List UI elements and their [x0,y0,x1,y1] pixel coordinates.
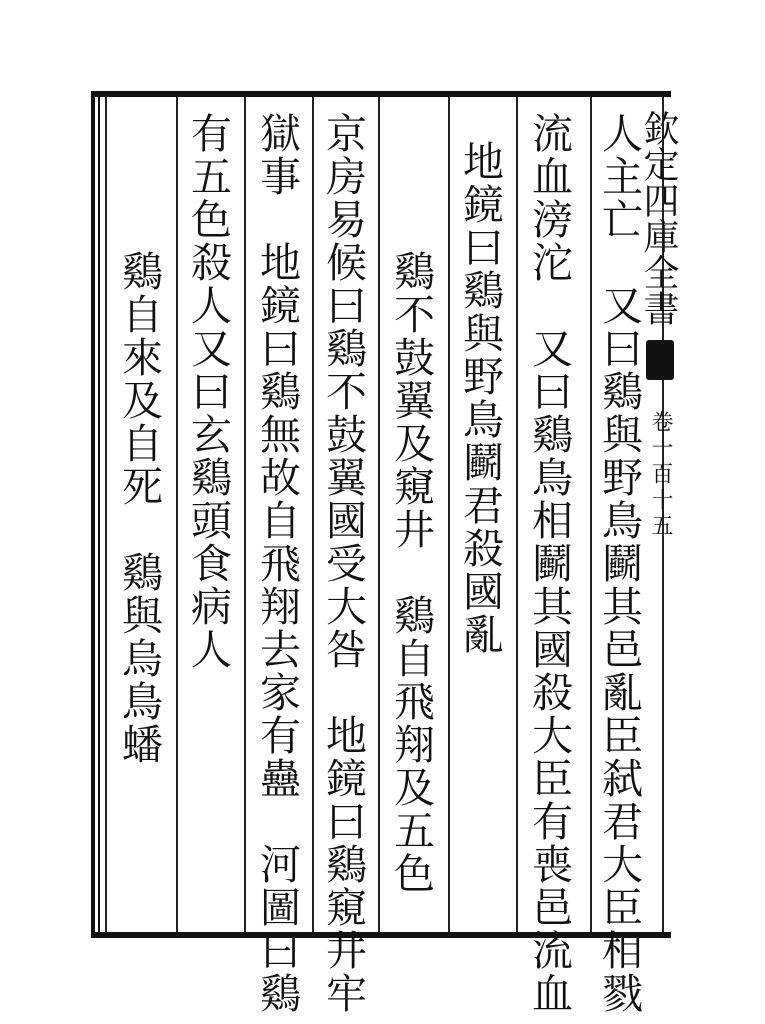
column-rule [516,97,518,932]
text-column-5: 京房易候曰鷄不鼓翼國受大咎 地鏡曰鷄窺井牢 [319,112,367,1015]
fish-tail-mark [646,340,674,380]
text-column-4: 鷄不鼓翼及窺井 鷄自飛翔及五色 [387,250,435,895]
column-rule [312,97,314,932]
column-rule [105,97,107,932]
page-border-left [91,92,95,938]
text-column-1: 人主亡 又曰鷄與野鳥鬬其邑亂臣弑君大臣相戮 [595,112,643,1015]
text-column-8: 鷄自來及自死 鷄與烏鳥蟠 [115,250,163,766]
margin-volume-number: 卷一百十五 [648,410,673,540]
column-rule [176,97,178,932]
page-border-left-inner [98,92,100,938]
page-border-top [91,91,671,97]
margin-book-title: 欽定四庫全書 [638,110,679,326]
text-column-2: 流血滂沱 又曰鷄鳥相鬬其國殺大臣有喪邑流血 [525,112,573,1015]
column-rule [378,97,380,932]
page-border-bottom [91,932,671,938]
text-column-3: 地鏡曰鷄與野鳥鬬君殺國亂 [456,140,504,656]
text-column-7: 有五色殺人又曰玄鷄頭食病人 [184,112,232,671]
column-rule [448,97,450,932]
column-rule [590,97,592,932]
column-rule [244,97,246,932]
text-column-6: 獄事 地鏡曰鷄無故自飛翔去家有蠱 河圖曰鷄 [253,112,301,1015]
